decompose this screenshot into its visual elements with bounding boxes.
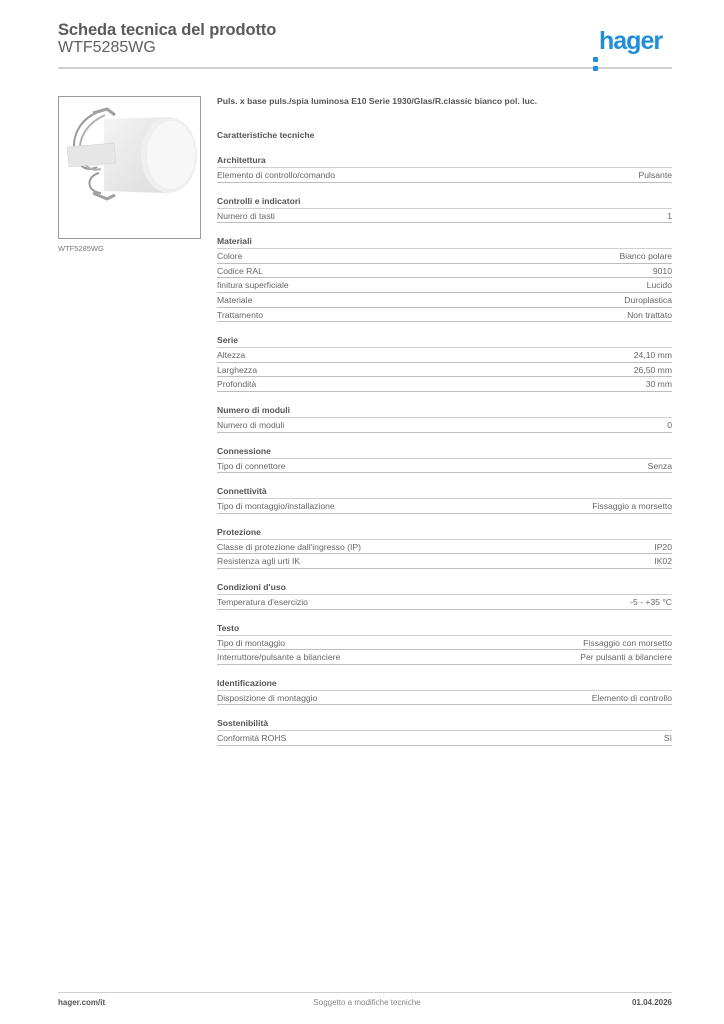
spec-section <box>217 154 672 183</box>
product-image <box>58 96 201 239</box>
section-heading: Numero di moduli <box>217 404 672 418</box>
spec-value: 30 mm <box>645 379 672 390</box>
spec-row <box>217 168 672 183</box>
page-title: Scheda tecnica del prodotto <box>58 21 277 39</box>
spec-label: Elemento di controllo/comando <box>217 170 335 180</box>
spec-value: 1 <box>667 210 672 221</box>
spec-content <box>217 94 672 746</box>
section-heading: Connettività <box>217 485 672 499</box>
spec-label: Larghezza <box>217 364 258 375</box>
spec-value: Elemento di controllo <box>591 692 672 703</box>
spec-label: Tipo di connettore <box>217 460 286 471</box>
spec-row <box>217 363 672 378</box>
header-divider <box>58 67 672 69</box>
spec-section <box>217 677 672 706</box>
spec-label: Tipo di montaggio <box>217 637 285 648</box>
section-heading: Materiali <box>217 235 672 249</box>
spec-row <box>217 731 672 746</box>
spec-section <box>217 404 672 433</box>
section-heading: Controlli e indicatori <box>217 195 672 209</box>
spec-label: Numero di tasti <box>217 210 275 221</box>
spec-row <box>217 540 672 555</box>
spec-row <box>217 209 672 224</box>
spec-row <box>217 308 672 323</box>
spec-label: Classe di protezione dall'ingresso (IP) <box>217 541 361 552</box>
spec-value: 26,50 mm <box>633 364 672 375</box>
spec-label: Profondità <box>217 379 257 390</box>
spec-sections <box>217 154 672 746</box>
spec-row <box>217 249 672 264</box>
spec-row <box>217 499 672 514</box>
spec-row <box>217 278 672 293</box>
footer-notice: Soggetto a modifiche tecniche <box>313 998 421 1007</box>
spec-label: Tipo di montaggio/installazione <box>217 501 335 512</box>
spec-row <box>217 554 672 569</box>
spec-section <box>217 622 672 665</box>
spec-value: Bianco polare <box>619 251 672 262</box>
spec-value: Fissaggio con morsetto <box>583 637 672 648</box>
section-heading: Serie <box>217 334 672 348</box>
spec-value: Sì <box>663 733 672 744</box>
spec-value: IP20 <box>654 541 672 552</box>
spec-section <box>217 581 672 610</box>
spec-section <box>217 334 672 392</box>
spec-value: Senza <box>647 460 672 471</box>
spec-row <box>217 636 672 651</box>
spec-label: Materiale <box>217 294 253 305</box>
section-heading: Testo <box>217 622 672 636</box>
section-heading: Connessione <box>217 445 672 459</box>
spec-label: Trattamento <box>217 309 264 320</box>
spec-row <box>217 264 672 279</box>
section-heading: Architettura <box>217 154 672 168</box>
spec-row <box>217 377 672 392</box>
product-code: WTF5285WG <box>58 39 156 56</box>
spec-section <box>217 195 672 224</box>
spec-row <box>217 650 672 665</box>
section-heading: Identificazione <box>217 677 672 691</box>
product-description: Puls. x base puls./spia luminosa E10 Serie 1930/Glas/R.classic bianco pol. luc. <box>217 96 538 106</box>
footer-date: 01.04.2026 <box>631 998 672 1007</box>
spec-label: Colore <box>217 251 243 262</box>
image-caption: WTF5285WG <box>58 244 104 253</box>
spec-row <box>217 418 672 433</box>
spec-value: Pulsante <box>638 170 672 180</box>
characteristics-title: Caratteristiche tecniche <box>217 130 315 140</box>
spec-label: Disposizione di montaggio <box>217 692 318 703</box>
spec-row <box>217 459 672 474</box>
spec-row <box>217 595 672 610</box>
spec-label: Temperatura d'esercizio <box>217 596 308 607</box>
spec-value: Fissaggio a morsetto <box>592 501 672 512</box>
footer-website-link[interactable]: hager.com/it <box>58 998 106 1007</box>
spec-section <box>217 445 672 474</box>
spec-section <box>217 526 672 569</box>
spec-row <box>217 691 672 706</box>
spec-value: Lucido <box>646 280 672 291</box>
section-heading: Condizioni d'uso <box>217 581 672 595</box>
spec-value: IK02 <box>654 556 672 567</box>
section-heading: Sostenibilità <box>217 717 672 731</box>
spec-value: 24,10 mm <box>633 350 672 361</box>
spec-label: Conformità ROHS <box>217 733 287 744</box>
section-heading: Protezione <box>217 526 672 540</box>
spec-label: Interruttore/pulsante a bilanciere <box>217 652 341 663</box>
hager-logo <box>593 27 662 56</box>
spec-section <box>217 485 672 514</box>
push-button-cap-illustration <box>59 97 200 238</box>
spec-label: Numero di moduli <box>217 419 285 430</box>
spec-value: 9010 <box>652 265 672 276</box>
spec-value: Duroplastica <box>624 294 672 305</box>
spec-label: Altezza <box>217 350 246 361</box>
spec-row <box>217 293 672 308</box>
spec-label: finitura superficiale <box>217 280 289 291</box>
footer-divider <box>58 992 672 993</box>
spec-label: Resistenza agli urti IK <box>217 556 301 567</box>
spec-label: Codice RAL <box>217 265 263 276</box>
spec-value: -5 - +35 °C <box>630 596 672 607</box>
spec-value: 0 <box>667 419 672 430</box>
spec-section <box>217 235 672 322</box>
spec-row <box>217 348 672 363</box>
spec-value: Non trattato <box>627 309 672 320</box>
logo-text: hager <box>599 27 663 55</box>
spec-value: Per pulsanti a bilanciere <box>580 652 672 663</box>
spec-section <box>217 717 672 746</box>
